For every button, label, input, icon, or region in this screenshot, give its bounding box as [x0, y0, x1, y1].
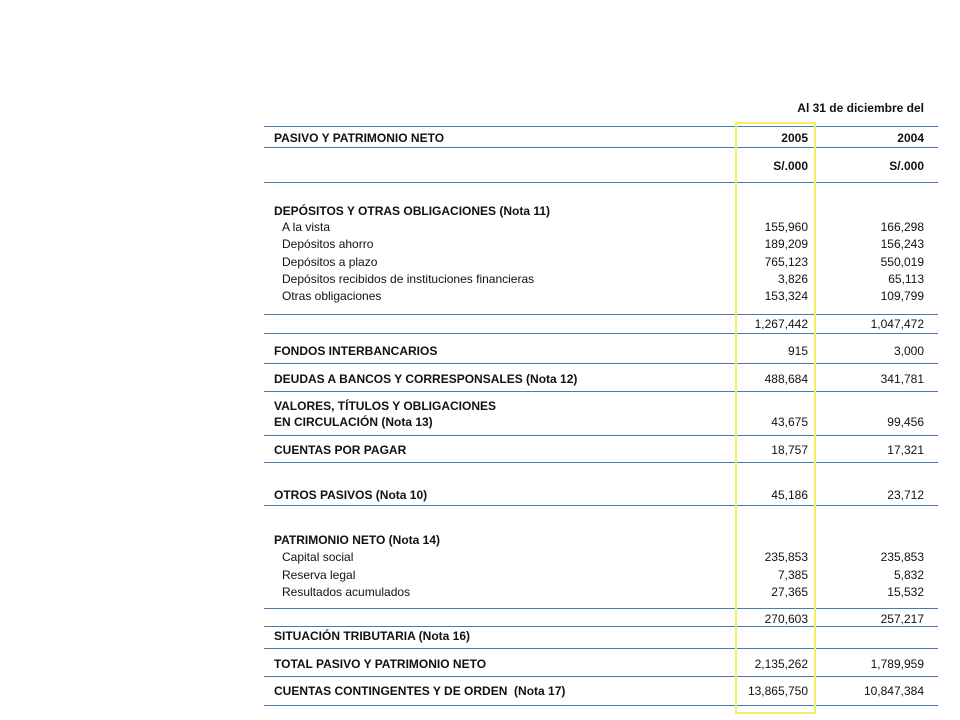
situacion-label: SITUACIÓN TRIBUTARIA (Nota 16) — [274, 629, 470, 643]
cuentas-contingentes-2004: 10,847,384 — [863, 684, 924, 698]
total-pasivo-2004: 1,789,959 — [870, 657, 924, 671]
otros-pasivos-2004: 23,712 — [887, 488, 924, 502]
rule-patrimonio-total — [264, 626, 938, 627]
fondos-2005: 915 — [787, 344, 808, 358]
otros-pasivos-label: OTROS PASIVOS (Nota 10) — [274, 488, 428, 502]
rule-units — [264, 182, 938, 183]
patrimonio-row-2004: 5,832 — [893, 568, 924, 582]
cuentas-contingentes-label: CUENTAS CONTINGENTES Y DE ORDEN (Nota 17) — [274, 684, 566, 698]
depositos-row-2005: 765,123 — [764, 255, 808, 269]
rule-cuentas-pagar — [264, 462, 938, 463]
rule-fondos — [264, 363, 938, 364]
patrimonio-row-2005: 235,853 — [764, 550, 808, 564]
patrimonio-total-2005: 270,603 — [764, 612, 808, 626]
deudas-2004: 341,781 — [880, 372, 924, 386]
patrimonio-total-2004: 257,217 — [880, 612, 924, 626]
otros-pasivos-2005: 45,186 — [771, 488, 808, 502]
cuentas-pagar-2005: 18,757 — [771, 443, 808, 457]
depositos-row-2005: 153,324 — [764, 289, 808, 303]
total-pasivo-label: TOTAL PASIVO Y PATRIMONIO NETO — [274, 657, 487, 671]
rule-valores — [264, 435, 938, 436]
valores-2005: 43,675 — [771, 415, 808, 429]
unit-2005: S/.000 — [773, 159, 808, 173]
rule-patrimonio-subtotal — [264, 608, 938, 609]
depositos-row-2004: 65,113 — [888, 272, 924, 286]
valores-label-line2: EN CIRCULACIÓN (Nota 13) — [274, 415, 433, 429]
deudas-label: DEUDAS A BANCOS Y CORRESPONSALES (Nota 12) — [274, 372, 578, 386]
depositos-row-2004: 550,019 — [880, 255, 924, 269]
depositos-total-2005: 1,267,442 — [754, 317, 808, 331]
col-header-2004: 2004 — [897, 131, 924, 145]
cuentas-pagar-label: CUENTAS POR PAGAR — [274, 443, 407, 457]
rule-header — [264, 147, 938, 148]
date-header: Al 31 de diciembre del — [797, 101, 924, 115]
depositos-row-2004: 109,799 — [880, 289, 924, 303]
fondos-label: FONDOS INTERBANCARIOS — [274, 344, 438, 358]
depositos-row-2004: 156,243 — [880, 237, 924, 251]
depositos-row-label: A la vista — [282, 220, 331, 234]
section-title: PASIVO Y PATRIMONIO NETO — [274, 131, 445, 145]
rule-depositos-total — [264, 333, 938, 334]
patrimonio-row-2004: 15,532 — [887, 585, 924, 599]
cuentas-pagar-2004: 17,321 — [887, 443, 924, 457]
depositos-title: DEPÓSITOS Y OTRAS OBLIGACIONES (Nota 11) — [274, 204, 551, 218]
patrimonio-row-2004: 235,853 — [880, 550, 924, 564]
depositos-row-label: Depósitos a plazo — [282, 255, 378, 269]
patrimonio-row-label: Resultados acumulados — [282, 585, 411, 599]
depositos-row-label: Depósitos recibidos de instituciones financieras — [282, 272, 535, 286]
deudas-2005: 488,684 — [764, 372, 808, 386]
rule-top — [264, 126, 938, 127]
depositos-row-2004: 166,298 — [880, 220, 924, 234]
rule-total-pasivo — [264, 676, 938, 677]
unit-2004: S/.000 — [889, 159, 924, 173]
col-header-2005: 2005 — [781, 131, 808, 145]
patrimonio-row-2005: 27,365 — [771, 585, 808, 599]
patrimonio-title: PATRIMONIO NETO (Nota 14) — [274, 533, 441, 547]
depositos-row-label: Otras obligaciones — [282, 289, 382, 303]
fondos-2004: 3,000 — [893, 344, 924, 358]
patrimonio-row-label: Reserva legal — [282, 568, 356, 582]
rule-situacion — [264, 648, 938, 649]
total-pasivo-2005: 2,135,262 — [754, 657, 808, 671]
rule-deudas — [264, 391, 938, 392]
depositos-row-2005: 189,209 — [764, 237, 808, 251]
valores-label-line1: VALORES, TÍTULOS Y OBLIGACIONES — [274, 399, 497, 413]
rule-bottom — [264, 705, 938, 706]
rule-otros-pasivos — [264, 505, 938, 506]
rule-depositos-subtotal — [264, 314, 938, 315]
depositos-row-2005: 155,960 — [764, 220, 808, 234]
patrimonio-row-2005: 7,385 — [777, 568, 808, 582]
valores-2004: 99,456 — [887, 415, 924, 429]
cuentas-contingentes-2005: 13,865,750 — [747, 684, 808, 698]
column-2005-highlight — [735, 122, 816, 714]
depositos-row-2005: 3,826 — [777, 272, 808, 286]
depositos-row-label: Depósitos ahorro — [282, 237, 374, 251]
depositos-total-2004: 1,047,472 — [870, 317, 924, 331]
patrimonio-row-label: Capital social — [282, 550, 354, 564]
